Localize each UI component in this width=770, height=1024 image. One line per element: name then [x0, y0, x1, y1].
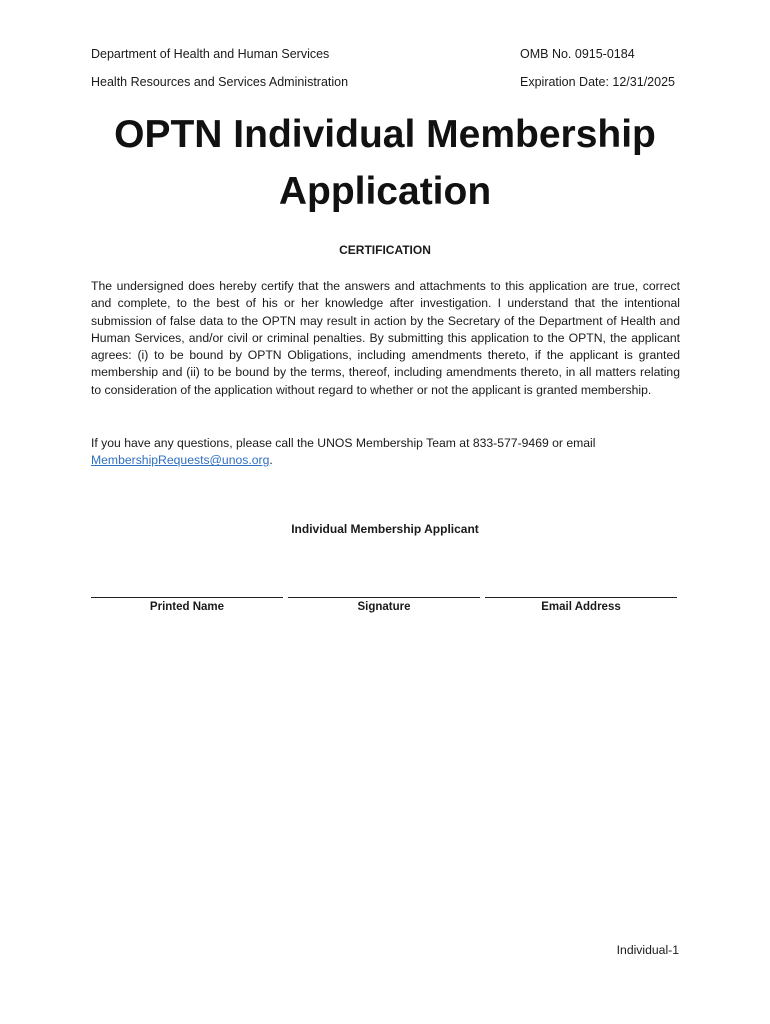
department-name: Department of Health and Human Services [91, 47, 330, 61]
certification-heading: CERTIFICATION [339, 243, 431, 257]
header-row-2 [91, 75, 679, 89]
email-address-line[interactable] [485, 584, 677, 598]
email-address-label: Email Address [541, 601, 621, 613]
contact-trailing: . [269, 453, 273, 468]
printed-name-field[interactable] [91, 584, 283, 613]
email-address-field[interactable] [485, 584, 677, 613]
printed-name-line[interactable] [91, 584, 283, 598]
signature-label: Signature [357, 601, 411, 613]
signature-line[interactable] [288, 584, 480, 598]
administration-name: Health Resources and Services Administration [91, 75, 349, 89]
expiration-date: Expiration Date: 12/31/2025 [520, 75, 675, 89]
signature-field[interactable] [288, 584, 480, 613]
title-line-1: OPTN Individual Membership [114, 113, 656, 156]
printed-name-label: Printed Name [149, 601, 225, 613]
page-number: Individual-1 [616, 943, 679, 957]
page-title [60, 106, 710, 220]
contact-text: If you have any questions, please call the UNOS Membership Team at 833-577-9469 or email [91, 436, 596, 450]
signature-fields [91, 584, 677, 613]
header-row-1 [91, 47, 679, 61]
title-line-2: Application [278, 170, 492, 213]
contact-paragraph [91, 435, 680, 470]
omb-number: OMB No. 0915-0184 [520, 47, 635, 61]
contact-email-link[interactable]: MembershipRequests@unos.org [91, 453, 270, 468]
applicant-heading: Individual Membership Applicant [291, 522, 479, 536]
certification-body: The undersigned does hereby certify that the answers and attachments to this application are true, correct and complete, to the best of his or her knowledge after investigation. I understand that the intentional submission of false data to the OPTN may result in action by the Secretary of the Department of Health and Human Services, and/or civil or criminal penalties. By submitting this application to the OPTN, the applicant agrees: (i) to be bound by OPTN Obligations, including amendments thereto, if the applicant is granted membership and (ii) to be bound by the terms, thereof, including amendments thereto, in all matters relating to consideration of the application without regard to whether or not the applicant is granted membership. [91, 279, 680, 397]
